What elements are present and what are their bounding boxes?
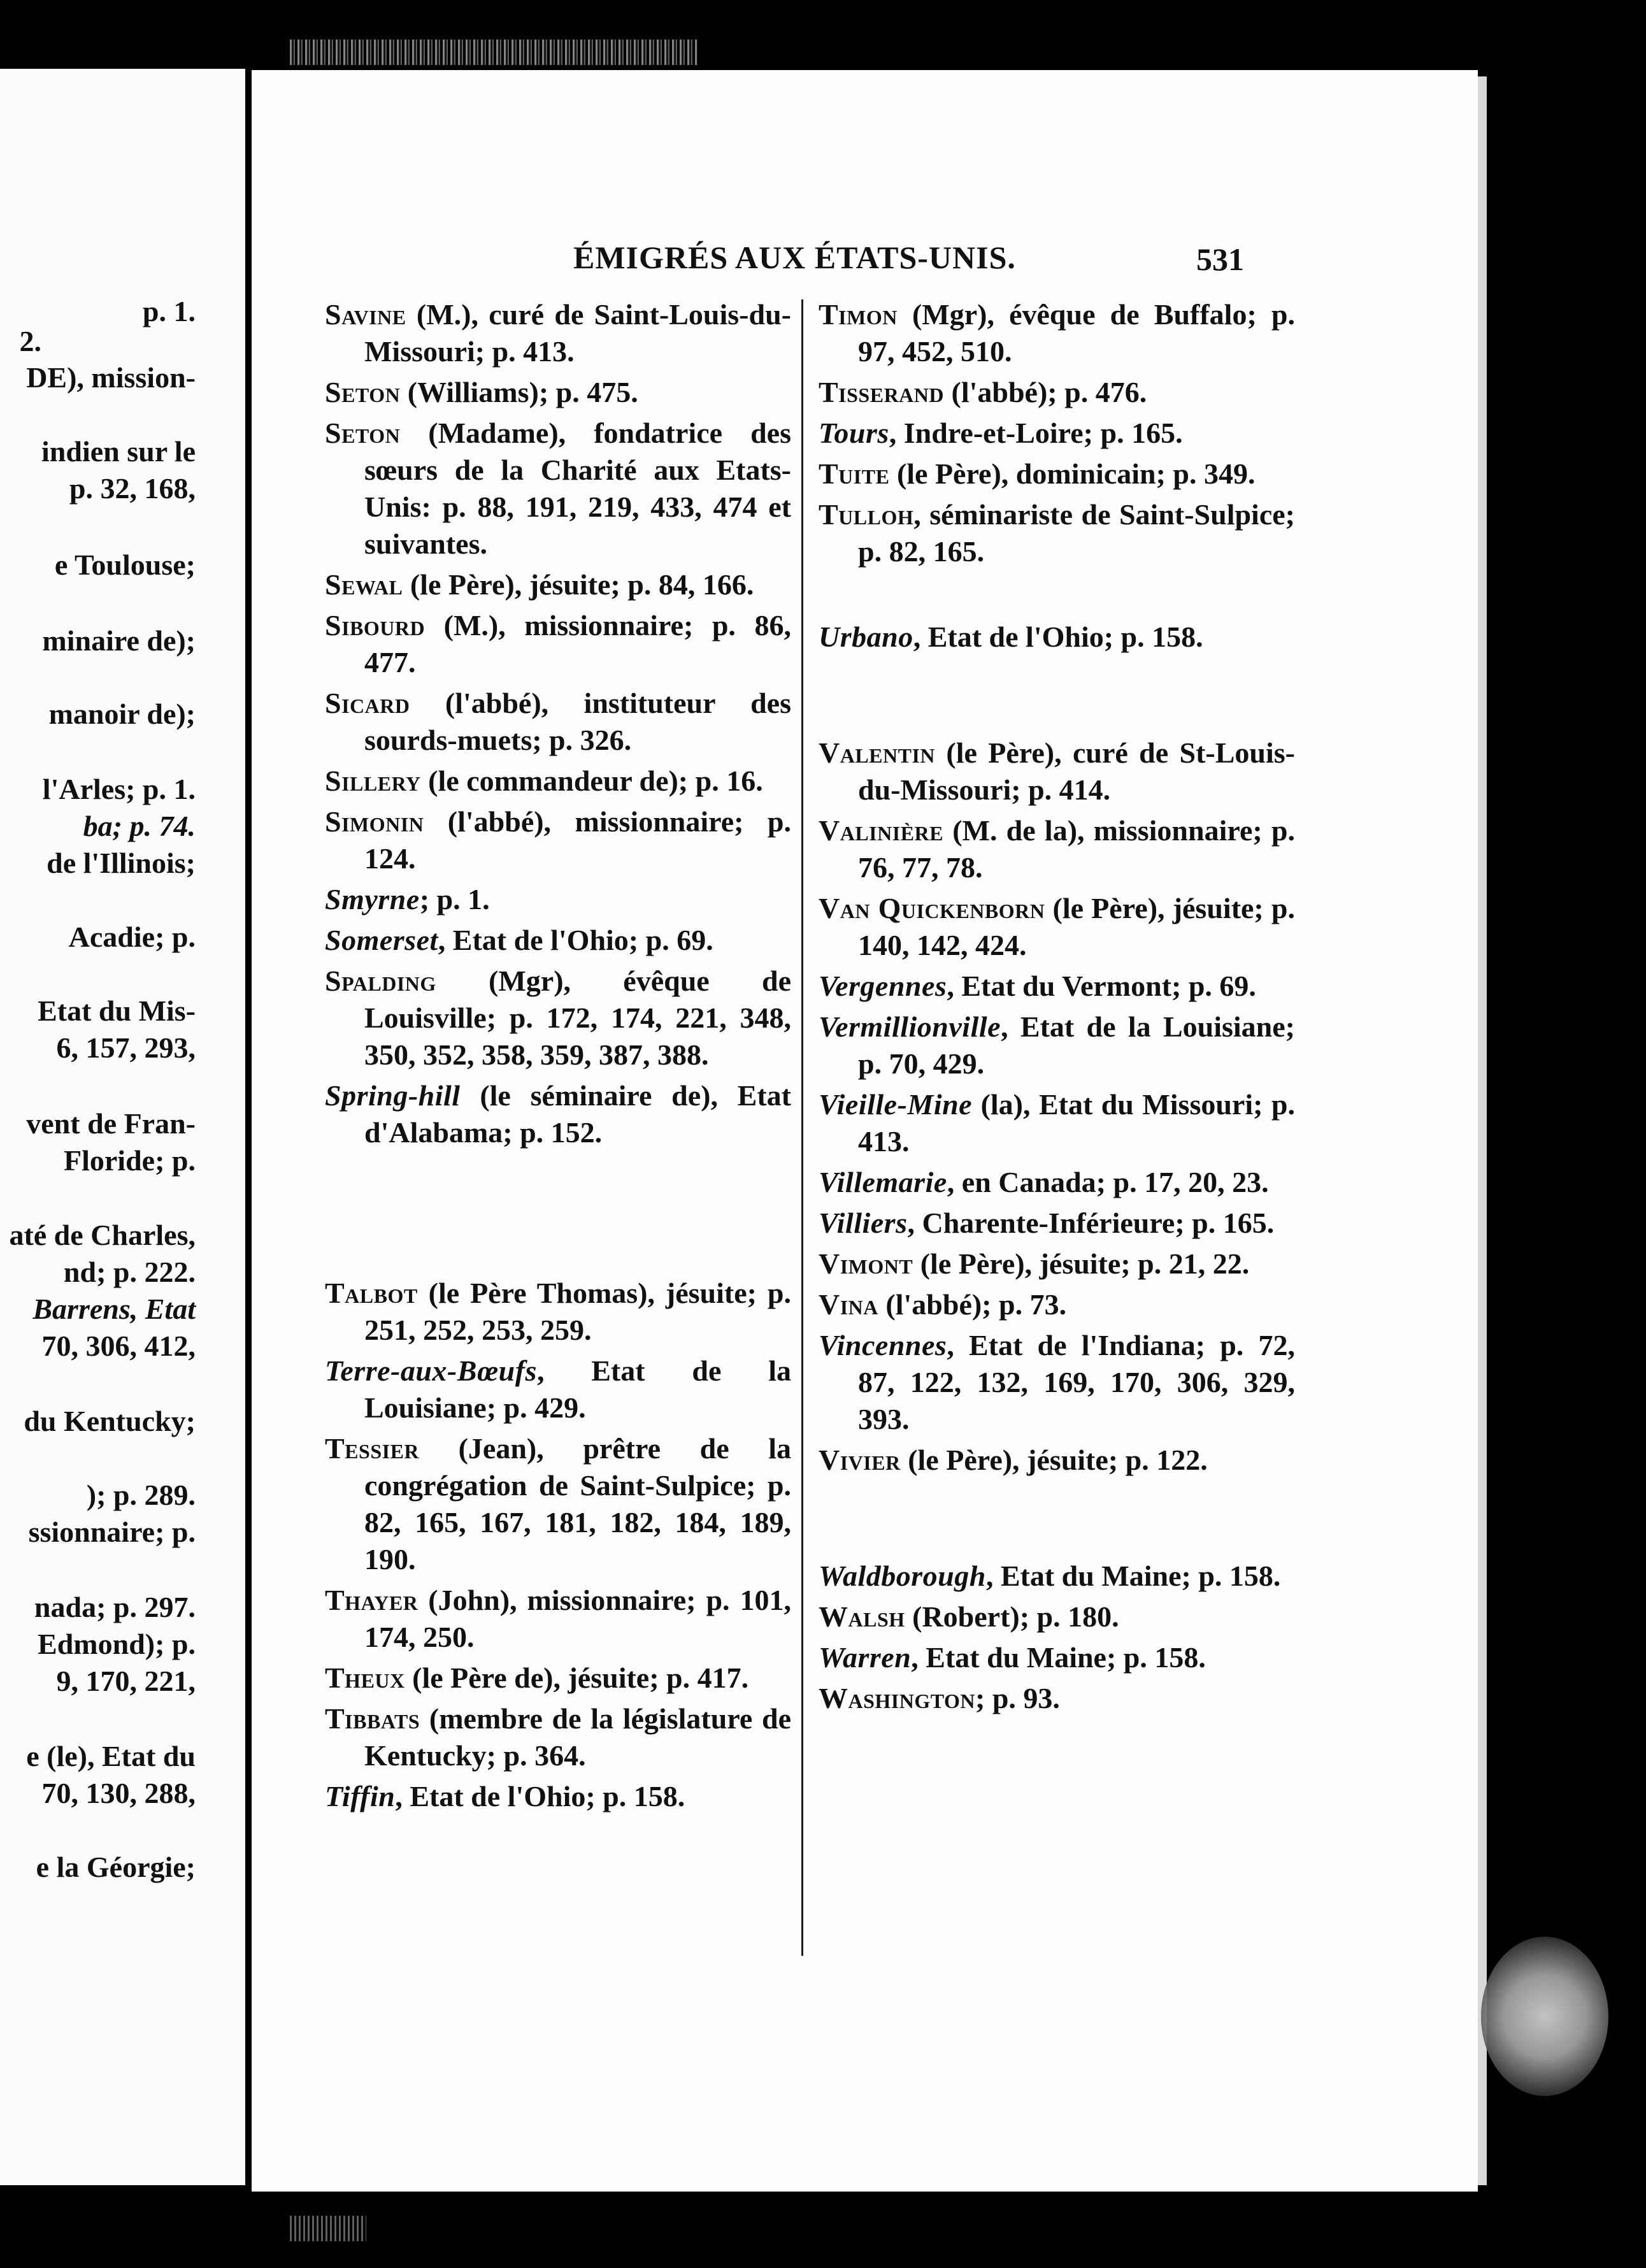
- index-entry: [325, 1582, 791, 1656]
- prev-line: de l'Illinois;: [47, 847, 196, 879]
- entry-head: Walsh: [819, 1600, 905, 1633]
- entry-text: (Mgr), évêque de Louisville; p. 172, 174, 221, 348, 350, 352, 358, 359, 387, 388.: [364, 965, 791, 1071]
- entry-head: Savine: [325, 298, 406, 331]
- scan-margin-artifact: [290, 39, 698, 65]
- entry-head: Valentin: [819, 736, 936, 769]
- prev-line: Edmond); p.: [38, 1628, 196, 1660]
- entry-head: Sibourd: [325, 609, 426, 642]
- entry-text: , en Canada; p. 17, 20, 23.: [947, 1166, 1269, 1198]
- letter-section-gap: [325, 1155, 791, 1275]
- previous-page: [0, 69, 245, 2185]
- letter-section-gap: [819, 574, 1295, 619]
- entry-text: (le Père), curé de St-Louis-du-Missouri; p. 414.: [858, 736, 1295, 806]
- prev-line: Etat du Mis-: [38, 994, 196, 1027]
- index-column-left: [325, 296, 791, 1819]
- entry-head: Thayer: [325, 1584, 419, 1616]
- index-entry: [325, 803, 791, 877]
- entry-head: Tisserand: [819, 376, 945, 408]
- stain-mark: [1481, 1937, 1608, 2096]
- entry-head: Vermillionville: [819, 1010, 1001, 1043]
- entry-text: , Etat de l'Ohio; p. 158.: [395, 1780, 685, 1812]
- entry-head: Tuite: [819, 457, 890, 490]
- entry-head: Smyrne: [325, 883, 420, 915]
- entry-head: Spring-hill: [325, 1079, 461, 1112]
- entry-head: Washington: [819, 1682, 976, 1714]
- prev-line: e Toulouse;: [54, 549, 196, 581]
- prev-line: e (le), Etat du: [26, 1740, 196, 1772]
- entry-text: (Jean), prêtre de la congrégation de Saint-Sulpice; p. 82, 165, 167, 181, 182, 184, 189, 190.: [364, 1432, 791, 1575]
- entry-text: (le commandeur de); p. 16.: [420, 764, 763, 797]
- prev-line: 9, 170, 221,: [56, 1665, 196, 1697]
- entry-text: (le Père), jésuite; p. 21, 22.: [913, 1247, 1250, 1280]
- prev-line: ssionnaire; p.: [28, 1516, 196, 1548]
- entry-text: , Charente-Inférieure; p. 165.: [907, 1207, 1275, 1239]
- entry-text: (Mgr), évêque de Buffalo; p. 97, 452, 510.: [858, 298, 1295, 368]
- index-entry: [819, 1639, 1295, 1676]
- column-rule: [801, 299, 803, 1956]
- prev-line: nd; p. 222.: [63, 1256, 196, 1288]
- entry-text: (M.), curé de Saint-Louis-du-Missouri; p. 413.: [364, 298, 791, 368]
- entry-text: (la), Etat du Missouri; p. 413.: [858, 1088, 1295, 1158]
- entry-text: (le Père de), jésuite; p. 417.: [404, 1662, 749, 1694]
- entry-text: (John), missionnaire; p. 101, 174, 250.: [364, 1584, 791, 1653]
- entry-head: Vina: [819, 1288, 878, 1321]
- entry-head: Villiers: [819, 1207, 908, 1239]
- page-number: 531: [1196, 241, 1244, 277]
- entry-head: Seton: [325, 376, 401, 408]
- index-entry: [325, 685, 791, 759]
- index-entry: [819, 415, 1295, 452]
- running-head: ÉMIGRÉS AUX ÉTATS-UNIS.: [573, 240, 1016, 275]
- entry-head: Tibbats: [325, 1702, 420, 1735]
- letter-section-gap: [819, 659, 1295, 735]
- entry-text: (le Père), jésuite; p. 122.: [900, 1444, 1208, 1476]
- index-entry: [325, 1660, 791, 1697]
- prev-line: 6, 157, 293,: [56, 1031, 196, 1064]
- entry-text: , Etat de l'Indiana; p. 72, 87, 122, 132, 169, 170, 306, 329, 393.: [858, 1329, 1295, 1435]
- entry-head: Warren: [819, 1641, 912, 1674]
- index-entry: [819, 496, 1295, 570]
- index-entry: [325, 1275, 791, 1349]
- entry-head: Tessier: [325, 1432, 420, 1465]
- page-edge: [1478, 76, 1487, 2185]
- entry-text: (M. de la), missionnaire; p. 76, 77, 78.: [858, 814, 1295, 884]
- letter-section-gap: [819, 1482, 1295, 1558]
- entry-text: , Etat de la Louisiane; p. 429.: [364, 1354, 791, 1424]
- entry-head: Sicard: [325, 687, 410, 719]
- entry-text: ; p. 1.: [419, 883, 490, 915]
- index-entry: [325, 566, 791, 603]
- entry-text: ; p. 93.: [975, 1682, 1060, 1714]
- entry-head: Vimont: [819, 1247, 913, 1280]
- entry-text: (le Père), jésuite; p. 84, 166.: [403, 568, 754, 601]
- entry-head: Vivier: [819, 1444, 901, 1476]
- entry-text: (l'abbé), instituteur des sourds-muets; p. 326.: [364, 687, 791, 756]
- entry-text: (M.), missionnaire; p. 86, 477.: [364, 609, 791, 678]
- prev-line: ba; p. 74.: [83, 810, 196, 842]
- index-entry: [325, 1430, 791, 1578]
- prev-line: minaire de);: [42, 624, 196, 657]
- index-entry: [819, 374, 1295, 411]
- index-entry: [325, 607, 791, 681]
- entry-head: Villemarie: [819, 1166, 947, 1198]
- prev-line: p. 1.: [142, 295, 196, 327]
- entry-head: Valinière: [819, 814, 943, 847]
- entry-text: (Williams); p. 475.: [400, 376, 638, 408]
- prev-line: p. 32, 168,: [69, 472, 196, 505]
- index-entry: [819, 1205, 1295, 1242]
- entry-head: Timon: [819, 298, 898, 331]
- prev-line: Acadie; p.: [68, 921, 196, 953]
- index-entry: [325, 881, 791, 918]
- prev-line: DE), mission-: [26, 361, 196, 394]
- entry-head: Sewal: [325, 568, 403, 601]
- prev-line: manoir de);: [48, 698, 196, 730]
- entry-head: Van Quickenborn: [819, 892, 1045, 924]
- entry-head: Theux: [325, 1662, 405, 1694]
- entry-head: Vieille-Mine: [819, 1088, 973, 1121]
- index-entry: [325, 296, 791, 370]
- index-entry: [819, 735, 1295, 808]
- entry-text: (le séminaire de), Etat d'Alabama; p. 152.: [364, 1079, 791, 1149]
- entry-head: Tulloh: [819, 498, 914, 531]
- entry-text: (le Père), jésuite; p. 140, 142, 424.: [858, 892, 1295, 961]
- prev-line: 70, 306, 412,: [41, 1330, 196, 1362]
- entry-head: Vergennes: [819, 970, 947, 1002]
- index-entry: [325, 1077, 791, 1151]
- index-entry: [325, 963, 791, 1073]
- index-entry: [325, 1700, 791, 1774]
- prev-line: Floride; p.: [64, 1144, 196, 1177]
- entry-head: Somerset: [325, 924, 438, 956]
- entry-text: (Robert); p. 180.: [905, 1600, 1119, 1633]
- entry-text: , Etat de l'Ohio; p. 158.: [913, 621, 1203, 653]
- entry-head: Tours: [819, 417, 889, 449]
- prev-line: ); p. 289.: [86, 1479, 196, 1511]
- entry-head: Terre-aux-Bœufs: [325, 1354, 537, 1387]
- entry-head: Tiffin: [325, 1780, 396, 1812]
- index-entry: [819, 812, 1295, 886]
- prev-line: nada; p. 297.: [34, 1591, 196, 1623]
- entry-text: , Etat de la Louisiane; p. 70, 429.: [858, 1010, 1295, 1080]
- entry-head: Vincennes: [819, 1329, 947, 1361]
- index-entry: [819, 296, 1295, 370]
- index-entry: [819, 1558, 1295, 1595]
- prev-line: 2.: [19, 325, 41, 357]
- prev-line: du Kentucky;: [24, 1405, 196, 1437]
- index-column-right: [819, 296, 1295, 1721]
- entry-text: (membre de la législature de Kentucky; p. 364.: [364, 1702, 791, 1772]
- scan-margin-artifact: [290, 2216, 366, 2241]
- prev-line: 70, 130, 288,: [41, 1777, 196, 1809]
- index-entry: [819, 456, 1295, 492]
- index-entry: [325, 763, 791, 800]
- entry-text: (l'abbé); p. 73.: [878, 1288, 1067, 1321]
- prev-line: vent de Fran-: [26, 1107, 196, 1140]
- index-entry: [819, 1086, 1295, 1160]
- entry-text: , Indre-et-Loire; p. 165.: [889, 417, 1183, 449]
- entry-head: Urbano: [819, 621, 913, 653]
- index-entry: [325, 1353, 791, 1426]
- prev-line: até de Charles,: [9, 1219, 196, 1251]
- entry-text: (le Père), dominicain; p. 349.: [889, 457, 1256, 490]
- entry-text: (l'abbé), missionnaire; p. 124.: [364, 805, 791, 875]
- entry-text: , Etat du Vermont; p. 69.: [947, 970, 1256, 1002]
- prev-line: l'Arles; p. 1.: [42, 773, 196, 805]
- index-entry: [325, 1778, 791, 1815]
- index-entry: [325, 415, 791, 563]
- index-entry: [819, 1245, 1295, 1282]
- index-entry: [819, 968, 1295, 1005]
- entry-text: (le Père Thomas), jésuite; p. 251, 252, 253, 259.: [364, 1277, 791, 1346]
- entry-text: , Etat du Maine; p. 158.: [985, 1560, 1281, 1592]
- entry-text: (Madame), fondatrice des sœurs de la Charité aux Etats-Unis: p. 88, 191, 219, 433, 474 et suivantes.: [364, 417, 791, 560]
- index-entry: [819, 890, 1295, 964]
- entry-head: Simonin: [325, 805, 424, 838]
- entry-head: Sillery: [325, 764, 421, 797]
- index-entry: [819, 1598, 1295, 1635]
- entry-head: Waldborough: [819, 1560, 986, 1592]
- prev-line: Barrens, Etat: [32, 1293, 196, 1325]
- index-entry: [819, 619, 1295, 656]
- entry-head: Spalding: [325, 965, 436, 997]
- index-entry: [819, 1008, 1295, 1082]
- entry-text: , séminariste de Saint-Sulpice; p. 82, 165.: [858, 498, 1295, 568]
- index-entry: [325, 374, 791, 411]
- entry-head: Talbot: [325, 1277, 418, 1309]
- entry-text: , Etat du Maine; p. 158.: [911, 1641, 1206, 1674]
- entry-text: , Etat de l'Ohio; p. 69.: [438, 924, 713, 956]
- entry-head: Seton: [325, 417, 401, 449]
- entry-text: (l'abbé); p. 476.: [944, 376, 1147, 408]
- index-entry: [819, 1327, 1295, 1438]
- index-entry: [819, 1442, 1295, 1479]
- prev-line: indien sur le: [41, 435, 196, 468]
- index-entry: [819, 1286, 1295, 1323]
- index-entry: [325, 922, 791, 959]
- index-entry: [819, 1164, 1295, 1201]
- index-entry: [819, 1680, 1295, 1717]
- prev-line: e la Géorgie;: [36, 1851, 196, 1883]
